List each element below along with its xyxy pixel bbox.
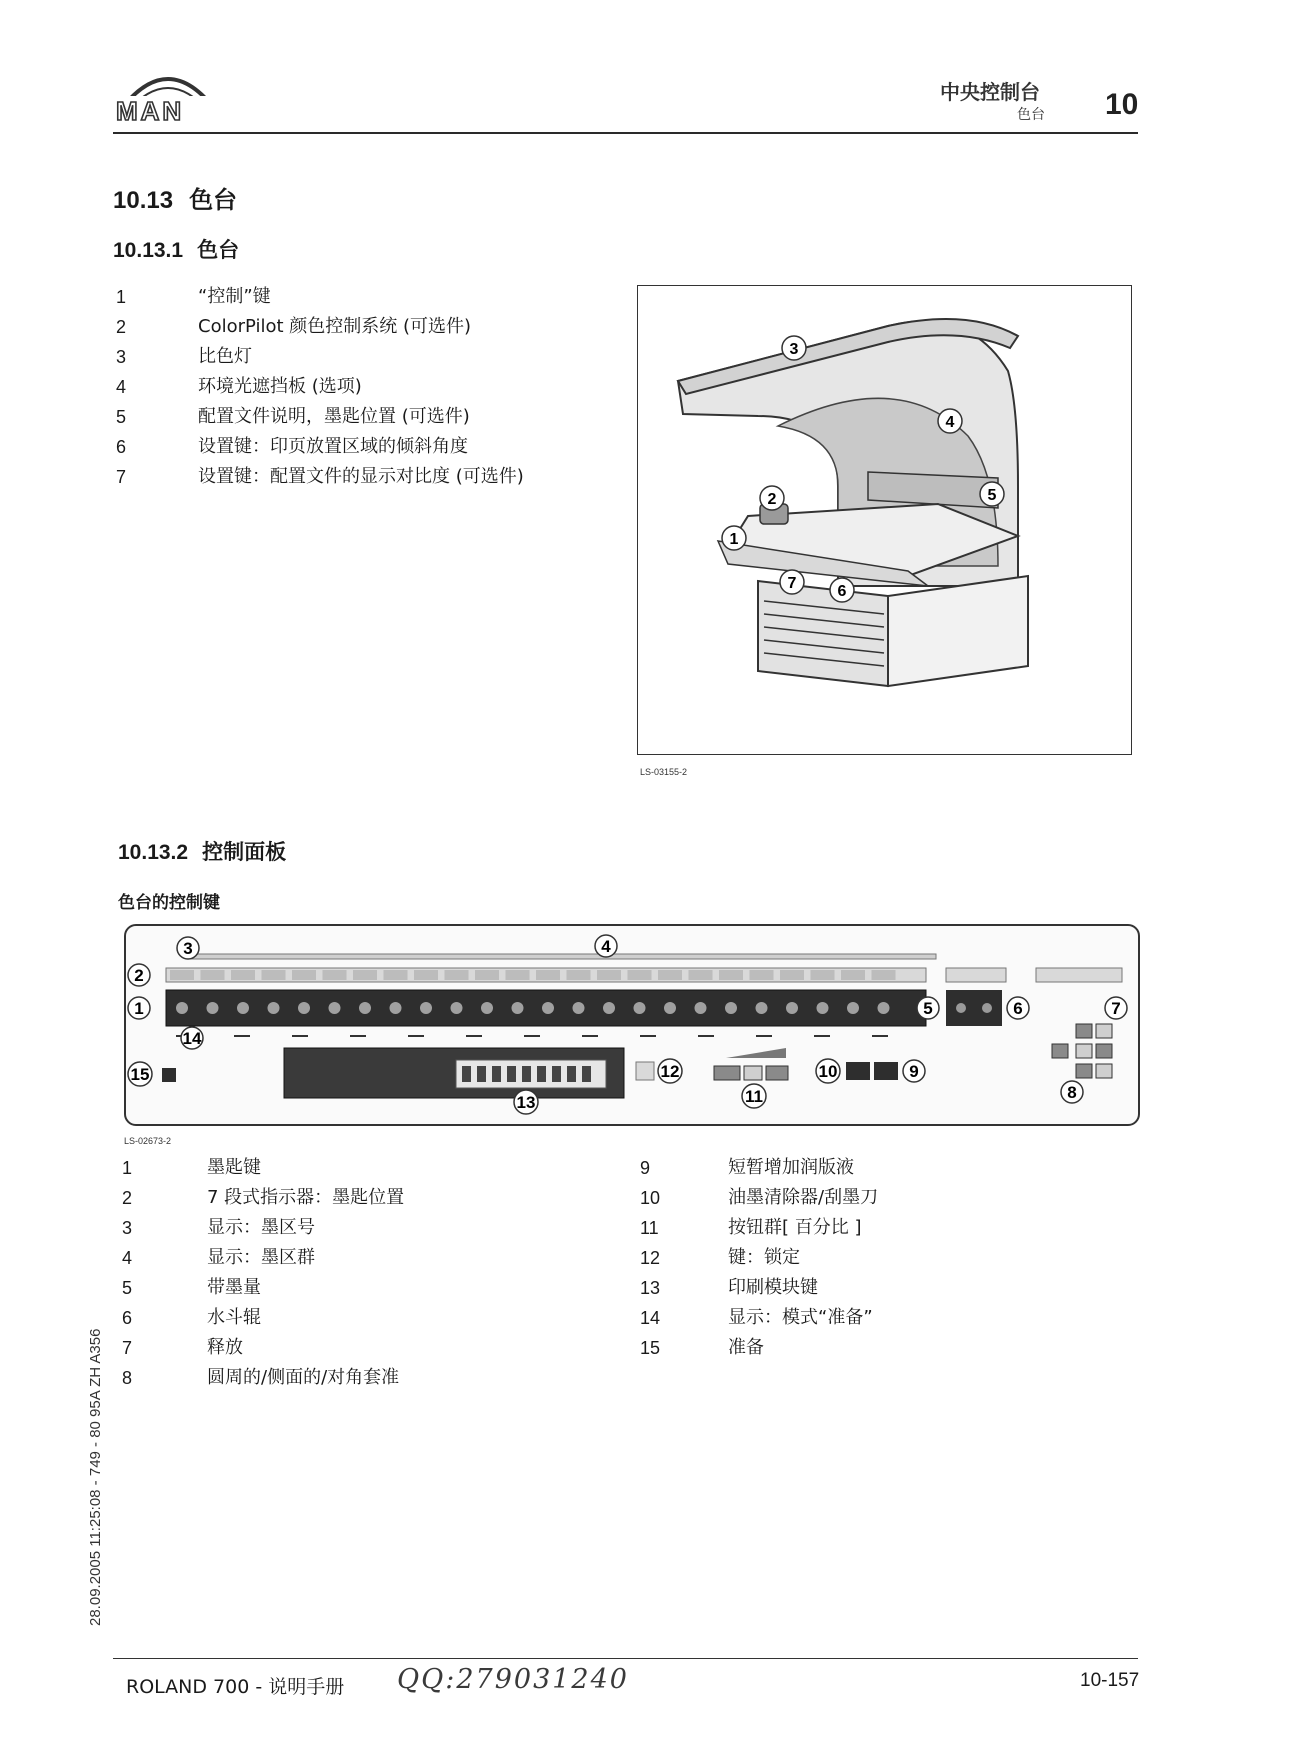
- list-item: 7 释放: [122, 1337, 243, 1358]
- segment-cell: [384, 970, 408, 980]
- segment-cell: [506, 970, 530, 980]
- ink-key: [695, 1002, 707, 1014]
- list-item: 13 印刷模块键: [640, 1277, 818, 1298]
- subsection2-number: 10.13.2: [118, 841, 189, 864]
- segment-cell: [841, 970, 865, 980]
- panel-callout-7: 7: [1111, 999, 1121, 1018]
- section-heading: [113, 180, 237, 215]
- side-stamp-text: 28.09.2005 11:25:08 - 749 - 80 95A ZH A356: [87, 1328, 104, 1626]
- footer-manual-title: ROLAND 700 - 说明手册: [126, 1676, 345, 1698]
- ink-key: [237, 1002, 249, 1014]
- ink-key: [603, 1002, 615, 1014]
- ink-key: [542, 1002, 554, 1014]
- panel-callout-5: 5: [923, 999, 933, 1018]
- figure-id-2: LS-02673-2: [124, 1136, 172, 1146]
- ink-key: [207, 1002, 219, 1014]
- page-number: 10-157: [1080, 1670, 1140, 1691]
- ink-key: [664, 1002, 676, 1014]
- control-panel-figure: [124, 924, 1140, 1126]
- ink-key: [420, 1002, 432, 1014]
- subsection2-title: 控制面板: [202, 840, 287, 864]
- console-parts-list: [116, 282, 616, 492]
- logo-text: MAN: [116, 96, 185, 126]
- ink-key: [847, 1002, 859, 1014]
- segment-cell: [262, 970, 286, 980]
- ink-key: [298, 1002, 310, 1014]
- handwritten-note: QQ:279031240: [397, 1664, 629, 1695]
- list-item: 5 配置文件说明，墨匙位置 (可选件): [116, 406, 470, 427]
- chapter-number: 10: [1105, 88, 1139, 121]
- segment-cell: [353, 970, 377, 980]
- panel-callout-8: 8: [1067, 1083, 1077, 1102]
- list-item: 7 设置键：配置文件的显示对比度 (可选件): [116, 466, 524, 487]
- segment-cell: [567, 970, 591, 980]
- ink-key: [451, 1002, 463, 1014]
- segment-cell: [414, 970, 438, 980]
- ink-key: [481, 1002, 493, 1014]
- panel-callout-10: 10: [818, 1062, 838, 1081]
- list-item: 12 键：锁定: [640, 1247, 800, 1268]
- callout-5: 5: [987, 487, 997, 504]
- segment-cell: [231, 970, 255, 980]
- callout-3: 3: [789, 341, 799, 358]
- segment-cell: [201, 970, 225, 980]
- ink-key: [512, 1002, 524, 1014]
- ink-key: [817, 1002, 829, 1014]
- control-keys-list-right: [640, 1153, 1120, 1363]
- list-item: 6 水斗辊: [122, 1307, 261, 1328]
- panel-callout-12: 12: [660, 1062, 680, 1081]
- segment-cell: [689, 970, 713, 980]
- panel-callout-9: 9: [909, 1062, 919, 1081]
- segment-cell: [719, 970, 743, 980]
- segment-cell: [628, 970, 652, 980]
- console-figure: [637, 285, 1132, 755]
- list-item: 5 带墨量: [122, 1277, 261, 1298]
- list-item: 2 7 段式指示器：墨匙位置: [122, 1187, 405, 1208]
- header-rule: [113, 132, 1138, 134]
- ink-key: [268, 1002, 280, 1014]
- section-number: 10.13: [113, 187, 174, 214]
- subsection1-heading: [113, 234, 239, 264]
- segment-cell: [292, 970, 316, 980]
- ink-key: [390, 1002, 402, 1014]
- list-item: 14 显示：模式“准备”: [640, 1307, 873, 1328]
- ink-key: [756, 1002, 768, 1014]
- ink-key: [176, 1002, 188, 1014]
- list-item: 1 “控制”键: [116, 286, 271, 307]
- control-panel-illustration: [126, 926, 1138, 1124]
- chapter-subtitle: 色台: [1017, 107, 1045, 123]
- segment-cell: [780, 970, 804, 980]
- control-keys-list-left: [122, 1153, 622, 1393]
- ink-key: [786, 1002, 798, 1014]
- panel-callout-4: 4: [601, 937, 611, 956]
- panel-callout-13: 13: [516, 1093, 536, 1112]
- segment-cell: [475, 970, 499, 980]
- list-item: 9 短暂增加润版液: [640, 1157, 854, 1178]
- section-title: 色台: [189, 186, 238, 214]
- list-item: 3 显示：墨区号: [122, 1217, 315, 1238]
- ink-key: [573, 1002, 585, 1014]
- list-item: 2 ColorPilot 颜色控制系统 (可选件): [116, 316, 472, 337]
- subsection1-number: 10.13.1: [113, 239, 184, 262]
- subsection1-title: 色台: [197, 238, 240, 262]
- segment-cell: [445, 970, 469, 980]
- panel-callout-1: 1: [134, 999, 144, 1018]
- panel-callout-6: 6: [1013, 999, 1023, 1018]
- panel-callout-15: 15: [130, 1065, 150, 1084]
- callout-1: 1: [729, 531, 739, 548]
- segment-cell: [811, 970, 835, 980]
- segment-cell: [536, 970, 560, 980]
- subsection2-subheading: 色台的控制键: [118, 893, 220, 913]
- list-item: 10 油墨清除器/刮墨刀: [640, 1187, 879, 1208]
- segment-cell: [170, 970, 194, 980]
- list-item: 4 环境光遮挡板 (选项): [116, 376, 362, 397]
- figure-id-1: LS-03155-2: [640, 767, 688, 777]
- list-item: 4 显示：墨区群: [122, 1247, 315, 1268]
- list-item: 15 准备: [640, 1337, 764, 1358]
- segment-cell: [872, 970, 896, 980]
- list-item: 8 圆周的/侧面的/对角套准: [122, 1367, 400, 1388]
- panel-callout-2: 2: [134, 966, 144, 985]
- list-item: 1 墨匙键: [122, 1157, 261, 1178]
- callout-7: 7: [787, 575, 797, 592]
- panel-callout-11: 11: [745, 1087, 763, 1106]
- subsection2-heading: [118, 836, 286, 866]
- callout-2: 2: [767, 491, 777, 508]
- segment-cell: [658, 970, 682, 980]
- chapter-title: 中央控制台: [940, 80, 1040, 104]
- panel-callout-3: 3: [183, 939, 193, 958]
- segment-cell: [323, 970, 347, 980]
- ink-key: [329, 1002, 341, 1014]
- panel-callout-14: 14: [182, 1029, 202, 1048]
- ink-key: [725, 1002, 737, 1014]
- segment-cell: [750, 970, 774, 980]
- list-item: 11 按钮群[ 百分比 ]: [640, 1217, 862, 1238]
- console-illustration: [638, 286, 1130, 753]
- footer-rule: [113, 1658, 1138, 1659]
- callout-6: 6: [837, 583, 847, 600]
- segment-cell: [597, 970, 621, 980]
- ink-key: [634, 1002, 646, 1014]
- callout-4: 4: [945, 414, 955, 431]
- ink-key: [359, 1002, 371, 1014]
- ink-key: [878, 1002, 890, 1014]
- list-item: 3 比色灯: [116, 346, 252, 367]
- list-item: 6 设置键：印页放置区域的倾斜角度: [116, 436, 468, 457]
